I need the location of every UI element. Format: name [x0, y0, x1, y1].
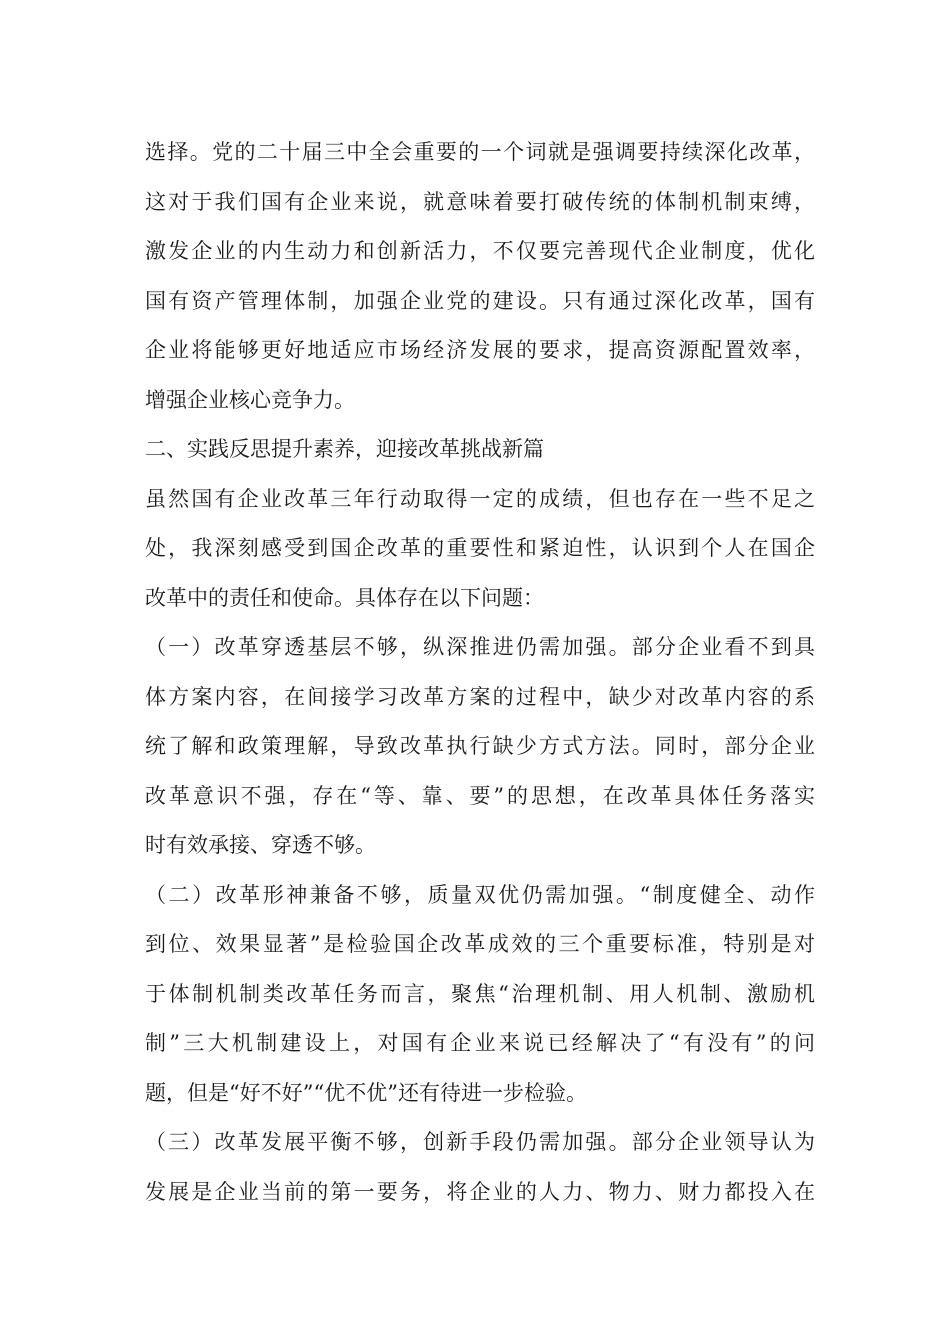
paragraph-line: 制”三大机制建设上，对国有企业来说已经解决了“有没有”的问 — [145, 1031, 815, 1055]
document-body — [145, 128, 815, 1217]
paragraph-line: 于体制机制类改革任务而言，聚焦“治理机制、用人机制、激励机 — [145, 981, 815, 1006]
paragraph-line: 国有资产管理体制，加强企业党的建设。只有通过深化改革，国有 — [145, 288, 815, 313]
paragraph-line: 发展是企业当前的第一要务，将企业的人力、物力、财力都投入在 — [145, 1179, 815, 1204]
paragraph-line: 激发企业的内生动力和创新活力，不仅要完善现代企业制度，优化 — [145, 239, 815, 263]
paragraph-line: 题，但是“好不好”“优不优”还有待进一步检验。 — [145, 1080, 587, 1105]
paragraph-line: 这对于我们国有企业来说，就意味着要打破传统的体制机制束缚， — [145, 189, 815, 214]
paragraph-line: 时有效承接、穿透不够。 — [145, 833, 376, 857]
paragraph-line: 虽然国有企业改革三年行动取得一定的成绩，但也存在一些不足之 — [145, 486, 815, 511]
paragraph-line: 处，我深刻感受到国企改革的重要性和紧迫性，认识到个人在国企 — [145, 536, 815, 560]
paragraph-line: 统了解和政策理解，导致改革执行缺少方式方法。同时，部分企业 — [145, 734, 815, 758]
paragraph-line: （二）改革形神兼备不够，质量双优仍需加强。“制度健全、动作 — [145, 882, 815, 907]
paragraph-line: （一）改革穿透基层不够，纵深推进仍需加强。部分企业看不到具 — [145, 635, 815, 659]
paragraph-line: 到位、效果显著”是检验国企改革成效的三个重要标准，特别是对 — [145, 932, 815, 956]
paragraph-line: 选择。党的二十届三中全会重要的一个词就是强调要持续深化改革， — [145, 140, 815, 164]
paragraph-line: 增强企业核心竞争力。 — [145, 387, 355, 412]
paragraph-line: 体方案内容，在间接学习改革方案的过程中，缺少对改革内容的系 — [145, 684, 815, 709]
paragraph-line: （三）改革发展平衡不够，创新手段仍需加强。部分企业领导认为 — [145, 1130, 815, 1154]
paragraph-line: 改革意识不强，存在“等、靠、要”的思想，在改革具体任务落实 — [145, 783, 815, 808]
paragraph-line: 企业将能够更好地适应市场经济发展的要求，提高资源配置效率， — [145, 338, 815, 362]
paragraph-line: 改革中的责任和使命。具体存在以下问题： — [145, 585, 544, 610]
section-heading: 二、实践反思提升素养，迎接改革挑战新篇 — [145, 437, 544, 461]
